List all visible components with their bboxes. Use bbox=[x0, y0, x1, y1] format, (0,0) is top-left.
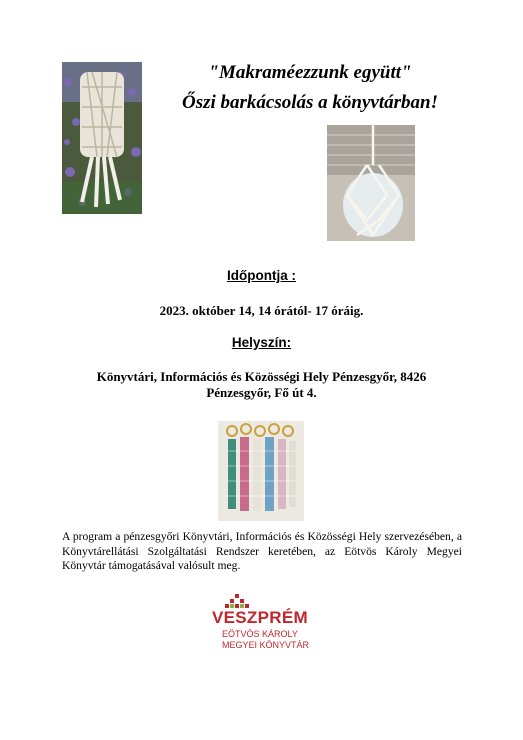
logo-line-2: MEGYEI KÖNYVTÁR bbox=[222, 640, 310, 650]
veszprem-library-logo bbox=[212, 594, 322, 656]
event-subtitle: Őszi barkácsolás a könyvtárban! bbox=[182, 92, 438, 113]
logo-line-1: EÖTVÖS KÁROLY bbox=[222, 629, 298, 639]
location-line-1: Könyvtári, Információs és Közösségi Hely Pénzesgyőr, 8426 bbox=[96, 369, 427, 384]
macrame-lantern-photo bbox=[62, 62, 142, 214]
event-title: "Makraméezzunk együtt" bbox=[208, 62, 412, 83]
location-heading: Helyszín: bbox=[231, 335, 292, 350]
macrame-bottle-photo bbox=[327, 125, 415, 241]
logo-name: VESZPRÉM bbox=[212, 608, 308, 627]
description-paragraph: A program a pénzesgyőri Könyvtári, Információs és Közösségi Hely szervezésében, a Könyvtárellátási Szolgáltatási Rendszer keretében, az Eötvös Károly Megyei Könyvtár támogatásával valósult meg. bbox=[62, 530, 462, 572]
macrame-keychains-photo bbox=[218, 421, 304, 521]
date-heading: Időpontja : bbox=[227, 268, 296, 283]
location-line-2: Pénzesgyőr, Fő út 4. bbox=[206, 385, 317, 400]
date-text: 2023. október 14, 14 órától- 17 óráig. bbox=[159, 303, 364, 318]
